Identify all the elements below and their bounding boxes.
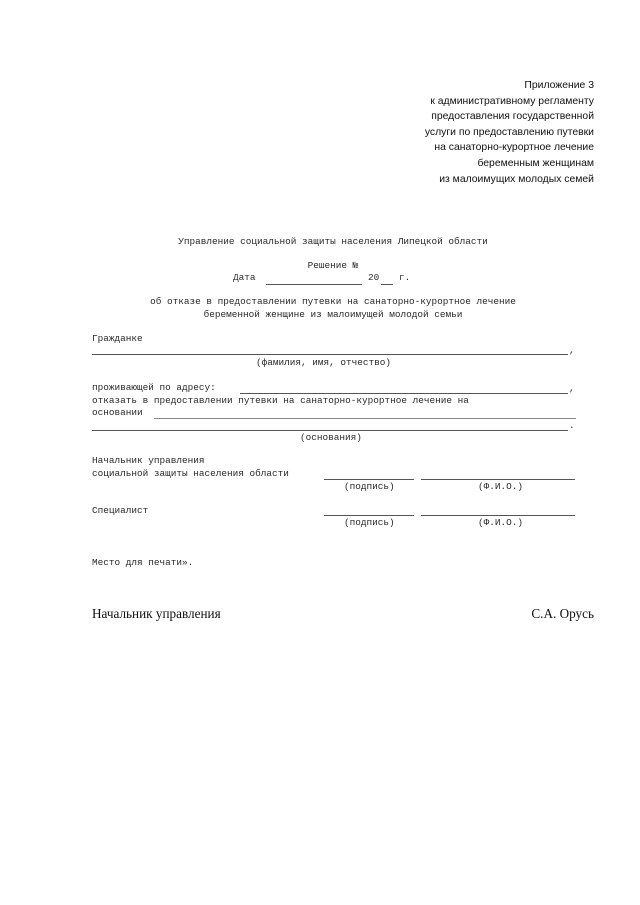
citizen-label: Гражданке — [92, 333, 143, 344]
appendix-line: предоставления государственной — [431, 111, 594, 123]
appendix-line: к административному регламенту — [430, 95, 594, 107]
head-label-line-1: Начальник управления — [92, 455, 205, 466]
address-line — [240, 393, 568, 394]
appendix-line: беременным женщинам — [477, 157, 594, 169]
specialist-signature-line — [324, 515, 414, 516]
stamp-place: Место для печати». — [92, 557, 194, 568]
head-signature-line — [324, 479, 414, 480]
citizen-name-line — [92, 354, 568, 355]
year-suffix: г. — [399, 272, 411, 283]
basis-line-1 — [154, 418, 576, 419]
address-label: проживающей по адресу: — [92, 382, 216, 393]
appendix-block — [294, 78, 594, 187]
appendix-line: из малоимущих молодых семей — [439, 173, 594, 185]
year-prefix: 20 — [368, 272, 380, 283]
head-label-line-2: социальной защиты населения области — [92, 468, 289, 479]
subject-line-1: об отказе в предоставлении путевки на санаторно-курортное лечение — [150, 296, 516, 307]
basis-period: . — [569, 420, 575, 431]
specialist-label: Специалист — [92, 505, 149, 516]
year-field-line — [381, 284, 393, 285]
specialist-signature-hint: (подпись) — [344, 517, 395, 528]
appendix-line: Приложение 3 — [524, 80, 594, 91]
citizen-comma: , — [569, 345, 575, 356]
appendix-line: услуги по предоставлению путевки — [424, 126, 594, 138]
address-comma: , — [569, 383, 575, 394]
footer-name: С.А. Орусь — [531, 606, 594, 621]
basis-line-2 — [92, 430, 568, 431]
head-signature-hint: (подпись) — [344, 481, 395, 492]
head-fio-hint: (Ф.И.О.) — [478, 481, 524, 492]
subject-line-2: беременной женщине из малоимущей молодой семьи — [203, 309, 463, 320]
appendix-line: на санаторно-курортное лечение — [434, 142, 594, 154]
citizen-name-hint: (фамилия, имя, отчество) — [256, 357, 392, 368]
date-label: Дата — [233, 272, 256, 283]
refusal-text: отказать в предоставлении путевки на санаторно-курортное лечение на — [92, 395, 469, 406]
basis-label: основании — [92, 407, 143, 418]
decision-title: Решение № — [307, 260, 359, 271]
specialist-fio-line — [421, 515, 575, 516]
authority-title: Управление социальной защиты населения Липецкой области — [178, 236, 488, 247]
footer-position: Начальник управления — [92, 606, 221, 621]
specialist-fio-hint: (Ф.И.О.) — [478, 517, 524, 528]
date-field-line — [266, 284, 362, 285]
basis-hint: (основания) — [300, 432, 362, 443]
head-fio-line — [421, 479, 575, 480]
